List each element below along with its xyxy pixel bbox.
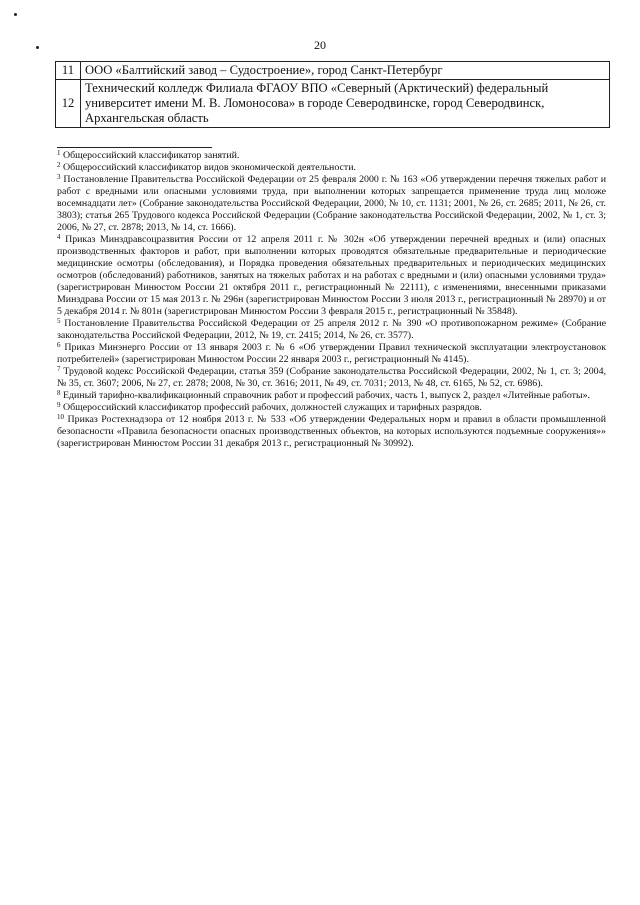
table-row — [56, 80, 610, 128]
footnote-text: Приказ Ростехнадзора от 12 ноября 2013 г. № 533 «Об утверждении Федеральных норм и правил в области промышленной безопасности «Правила безопасности опасных производственных объектов, на которых используются подъемные сооружения»» (зарегистрирован Минюстом России 31 декабря 2013 г., регистрационный № 30992). — [57, 414, 606, 449]
footnote — [57, 234, 606, 318]
footnote — [57, 174, 606, 234]
scan-speck — [14, 13, 17, 16]
footnote — [57, 414, 606, 450]
footnote-text: Общероссийский классификатор профессий рабочих, должностей служащих и тарифных разрядов. — [62, 402, 482, 413]
footnote-text: Приказ Минздравсоцразвития России от 12 апреля 2011 г. № 302н «Об утверждении перечней вредных и (или) опасных производственных факторов и работ, при выполнении которых проводятся обязательные предварительные и периодические медицинские осмотры (обследования), и Порядка проведения обязательных предварительных и периодических медицинских осмотров (обследований) работников, занятых на тяжелых работах и на работах с вредными и (или) опасными условиями труда» (зарегистрирован Минюстом России 21 октября 2011 г., регистрационный № 22111), с изменениями, внесенными приказами Минздрава России от 15 мая 2013 г. № 296н (зарегистрирован Минюстом России 3 июля 2013 г., регистрационный № 28970) и от 5 декабря 2014 г. № 801н (зарегистрирован Минюстом России 3 февраля 2015 г., регистрационный № 35848). — [57, 234, 606, 317]
footnote-mark: 7 — [57, 365, 61, 373]
footnote-text: Общероссийский классификатор видов экономической деятельности. — [62, 162, 356, 173]
footnote-mark: 9 — [57, 401, 61, 409]
footnote-text: Общероссийский классификатор занятий. — [62, 150, 240, 161]
footnotes — [57, 150, 606, 450]
scan-speck — [36, 46, 39, 49]
footnote — [57, 150, 606, 162]
footnote-text: Единый тарифно-квалификационный справочник работ и профессий рабочих, часть 1, выпуск 2, раздел «Литейные работы». — [62, 390, 590, 401]
footnote-mark: 3 — [57, 173, 61, 181]
organizations-table — [55, 61, 610, 128]
footnote-mark: 2 — [57, 161, 61, 169]
row-number: 12 — [56, 80, 81, 128]
footnote — [57, 342, 606, 366]
footnote-mark: 4 — [57, 233, 61, 241]
row-number: 11 — [56, 62, 81, 80]
page-number: 20 — [314, 38, 326, 52]
footnote — [57, 402, 606, 414]
footnote — [57, 318, 606, 342]
footnote-text: Трудовой кодекс Российской Федерации, статья 359 (Собрание законодательства Российской Федерации, 2002, № 1, ст. 3; 2004, № 35, ст. 3607; 2006, № 27, ст. 2878; 2008, № 30, ст. 3616; 2011, № 49, ст. 7031; 2013, № 48, ст. 6165, № 52, ст. 6986). — [57, 366, 607, 389]
footnote-mark: 5 — [57, 317, 61, 325]
footnote-text: Приказ Минэнерго России от 13 января 2003 г. № 6 «Об утверждении Правил технической эксплуатации электроустановок потребителей» (зарегистрирован Минюстом России 22 января 2003 г., регистрационный № 4145). — [57, 342, 606, 365]
organization-name: ООО «Балтийский завод – Судостроение», город Санкт-Петербург — [81, 62, 610, 80]
footnote-text: Постановление Правительства Российской Федерации от 25 апреля 2012 г. № 390 «О противопожарном режиме» (Собрание законодательства Российской Федерации, 2012, № 19, ст. 2415; 2014, № 26, ст. 3577). — [57, 318, 607, 341]
footnote-mark: 8 — [57, 389, 61, 397]
footnote-mark: 1 — [57, 149, 61, 157]
footnote-mark: 10 — [57, 413, 64, 421]
table-row — [56, 62, 610, 80]
organization-name: Технический колледж Филиала ФГАОУ ВПО «Северный (Арктический) федеральный университет имени М. В. Ломоносова» в городе Северодвинске, город Северодвинск, Архангельская область — [81, 80, 610, 128]
footnote — [57, 366, 606, 390]
footnote-text: Постановление Правительства Российской Федерации от 25 февраля 2000 г. № 163 «Об утверждении перечня тяжелых работ и работ с вредными или опасными условиями труда, при выполнении которых запрещается применение труда лиц моложе восемнадцати лет» (Собрание законодательства Российской Федерации, 2000, № 10, ст. 1131; 2001, № 26, ст. 2685; 2011, № 26, ст. 3803); статья 265 Трудового кодекса Российской Федерации (Собрание законодательства Российской Федерации, 2002, № 1, ст. 3; 2006, № 27, ст. 2878; 2013, № 14, ст. 1666). — [57, 174, 607, 233]
footnote — [57, 162, 606, 174]
footnote-separator — [57, 147, 212, 148]
footnote-mark: 6 — [57, 341, 61, 349]
footnote — [57, 390, 606, 402]
